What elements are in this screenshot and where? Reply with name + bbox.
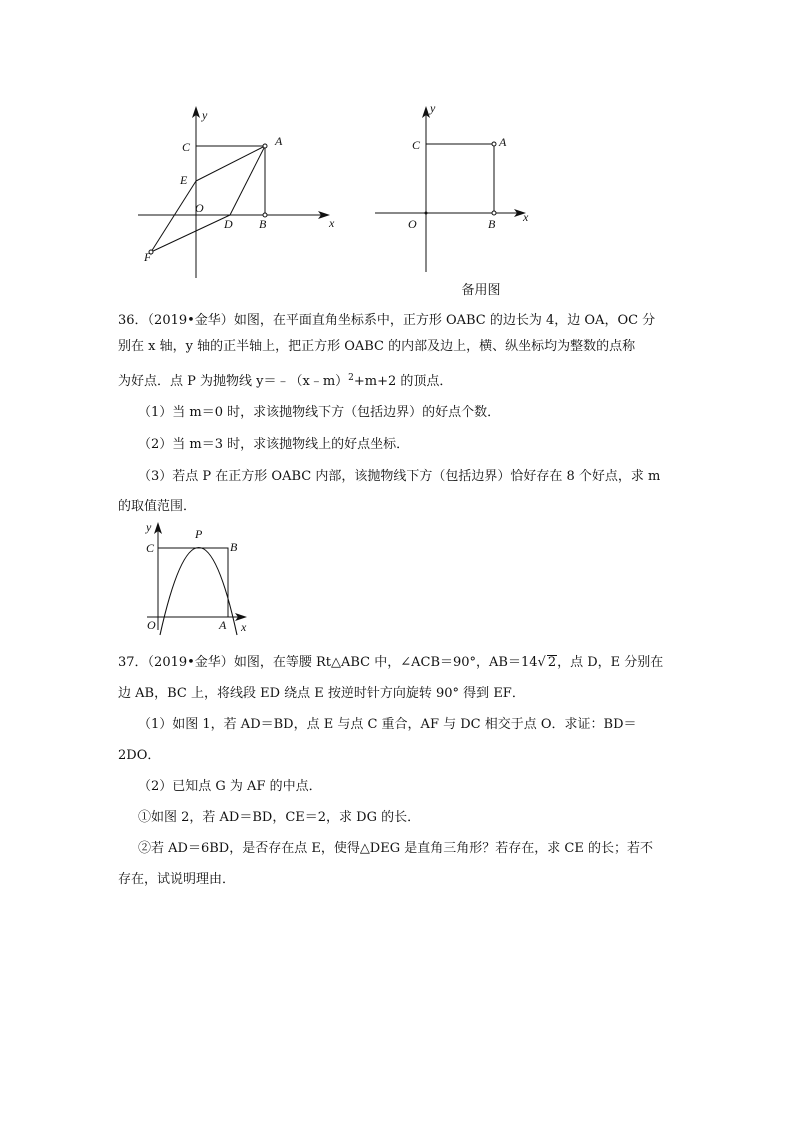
q37-line1 bbox=[118, 654, 683, 672]
q37-sub1: ①如图 2，若 AD＝BD，CE＝2，求 DG 的长． bbox=[138, 810, 421, 825]
figure-2-caption: 备用图 bbox=[461, 283, 501, 298]
q36-line3-exponent: 2 bbox=[348, 373, 354, 383]
label-C: C bbox=[412, 138, 421, 152]
q37-sub2: ②若 AD＝6BD，是否存在点 E，使得△DEG 是直角三角形？若存在，求 CE 的长；若不 bbox=[138, 841, 653, 856]
label-O: O bbox=[147, 618, 156, 632]
q37-text-1-pre: 如图，在等腰 Rt△ABC 中，∠ACB＝90°，AB＝14 bbox=[233, 655, 538, 670]
figure-2-backup bbox=[372, 100, 537, 275]
q36-line1 bbox=[118, 312, 683, 330]
q36-line2: 别在 x 轴，y 轴的正半轴上，把正方形 OABC 的内部及边上，横、纵坐标均为整数的点称 bbox=[118, 339, 636, 354]
point-B bbox=[492, 211, 496, 215]
q36-part3: （3）若点 P 在正方形 OABC 内部，该抛物线下方（包括边界）恰好存在 8 个好点，求 m bbox=[138, 469, 661, 484]
label-A: A bbox=[275, 134, 283, 148]
q37-part1-continued: 2DO． bbox=[118, 748, 161, 763]
q37-line2: 边 AB，BC 上，将线段 ED 绕点 E 按逆时针方向旋转 90° 得到 EF． bbox=[118, 686, 525, 701]
q36-line3-pre: 为好点．点 P 为抛物线 y＝﹣（x﹣m） bbox=[118, 374, 349, 389]
q36-line3 bbox=[118, 373, 683, 391]
q36-source: （2019•金华） bbox=[147, 313, 234, 328]
label-B: B bbox=[488, 217, 496, 231]
q37-sub2-continued: 存在，试说明理由． bbox=[118, 872, 236, 887]
figure-1 bbox=[130, 100, 345, 280]
label-C: C bbox=[182, 140, 191, 154]
label-x: x bbox=[241, 620, 247, 634]
label-F: F bbox=[144, 250, 152, 264]
segment-EA bbox=[196, 146, 265, 181]
q37-source: （2019•金华） bbox=[147, 655, 234, 670]
label-O: O bbox=[408, 217, 417, 231]
point-A bbox=[263, 144, 267, 148]
segment-AD bbox=[230, 146, 265, 215]
q37-text-1-post: ，点 D，E 分别在 bbox=[557, 655, 664, 670]
label-P: P bbox=[195, 527, 203, 541]
label-E: E bbox=[180, 173, 188, 187]
point-A bbox=[492, 142, 496, 146]
square-OABC bbox=[158, 548, 228, 617]
label-D: D bbox=[224, 217, 233, 231]
label-y: y bbox=[202, 108, 208, 122]
point-O bbox=[425, 212, 428, 215]
label-B: B bbox=[230, 540, 238, 554]
label-O: O bbox=[195, 201, 204, 215]
figure-parabola bbox=[135, 518, 255, 640]
q36-number: 36． bbox=[118, 313, 148, 328]
label-A: A bbox=[499, 135, 507, 149]
label-y: y bbox=[430, 101, 436, 115]
q37-number: 37． bbox=[118, 655, 148, 670]
q37-part1: （1）如图 1，若 AD＝BD，点 E 与点 C 重合，AF 与 DC 相交于点 O．求证：BD＝ bbox=[138, 717, 637, 732]
q36-part3-continued: 的取值范围． bbox=[118, 499, 197, 514]
q37-part2: （2）已知点 G 为 AF 的中点． bbox=[138, 779, 322, 794]
q36-line3-post: +m+2 的顶点． bbox=[353, 374, 453, 389]
label-A: A bbox=[219, 618, 227, 632]
q37-sqrt-radicand: 2 bbox=[547, 655, 557, 670]
q36-text-1: 如图，在平面直角坐标系中，正方形 OABC 的边长为 4，边 OA，OC 分 bbox=[233, 313, 656, 328]
q36-part1: （1）当 m＝0 时，求该抛物线下方（包括边界）的好点个数． bbox=[138, 405, 501, 420]
q37-sqrt-symbol: √ bbox=[537, 655, 546, 670]
label-x: x bbox=[329, 216, 335, 230]
label-C: C bbox=[146, 541, 155, 555]
label-B: B bbox=[259, 217, 267, 231]
label-x: x bbox=[523, 210, 529, 224]
q36-part2: （2）当 m＝3 时，求该抛物线上的好点坐标． bbox=[138, 437, 410, 452]
label-y: y bbox=[146, 520, 152, 534]
